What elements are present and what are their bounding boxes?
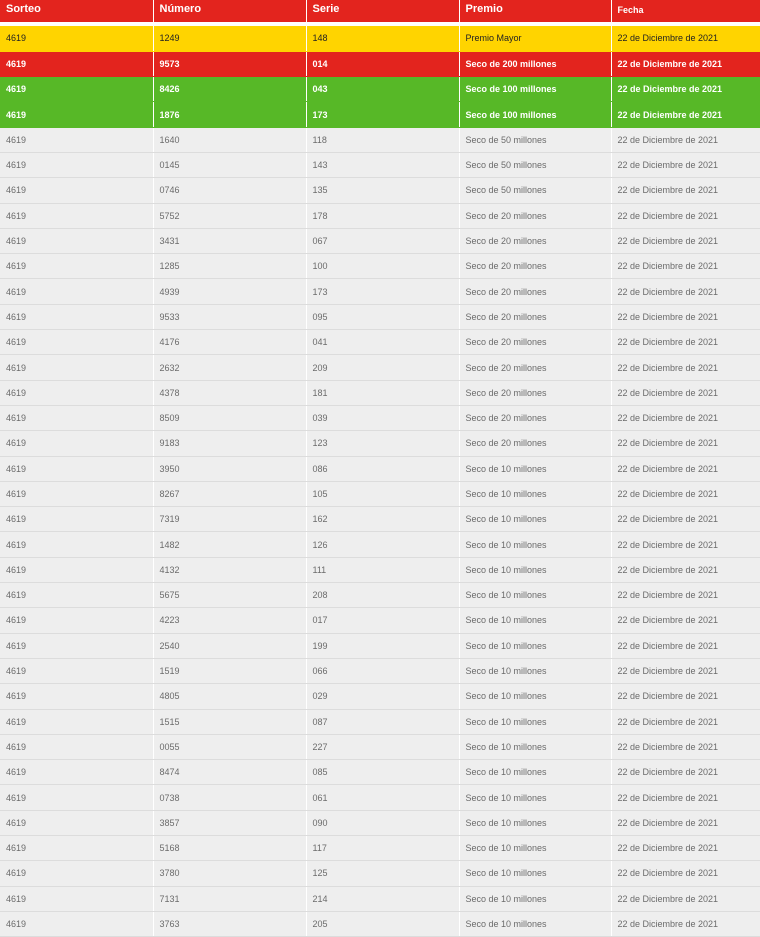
cell-sorteo: 4619 xyxy=(0,532,153,557)
cell-premio: Seco de 10 millones xyxy=(459,886,611,911)
cell-sorteo: 4619 xyxy=(0,304,153,329)
cell-sorteo: 4619 xyxy=(0,633,153,658)
table-row xyxy=(0,785,760,810)
table-row xyxy=(0,886,760,911)
cell-sorteo: 4619 xyxy=(0,127,153,152)
cell-fecha: 22 de Diciembre de 2021 xyxy=(611,330,760,355)
cell-premio: Premio Mayor xyxy=(459,26,611,51)
cell-serie: 126 xyxy=(306,532,459,557)
table-body xyxy=(0,22,760,937)
cell-premio: Seco de 10 millones xyxy=(459,785,611,810)
cell-serie: 208 xyxy=(306,583,459,608)
cell-serie: 111 xyxy=(306,557,459,582)
table-row xyxy=(0,431,760,456)
table-row xyxy=(0,608,760,633)
cell-fecha: 22 de Diciembre de 2021 xyxy=(611,127,760,152)
cell-serie: 125 xyxy=(306,861,459,886)
cell-serie: 067 xyxy=(306,228,459,253)
cell-sorteo: 4619 xyxy=(0,102,153,127)
cell-serie: 087 xyxy=(306,709,459,734)
cell-numero: 0055 xyxy=(153,734,306,759)
cell-fecha: 22 de Diciembre de 2021 xyxy=(611,279,760,304)
cell-premio: Seco de 10 millones xyxy=(459,481,611,506)
cell-sorteo: 4619 xyxy=(0,279,153,304)
cell-serie: 209 xyxy=(306,355,459,380)
cell-fecha: 22 de Diciembre de 2021 xyxy=(611,254,760,279)
cell-premio: Seco de 20 millones xyxy=(459,380,611,405)
cell-sorteo: 4619 xyxy=(0,886,153,911)
cell-numero: 1285 xyxy=(153,254,306,279)
cell-fecha: 22 de Diciembre de 2021 xyxy=(611,431,760,456)
cell-fecha: 22 de Diciembre de 2021 xyxy=(611,633,760,658)
cell-premio: Seco de 20 millones xyxy=(459,254,611,279)
cell-numero: 4378 xyxy=(153,380,306,405)
cell-numero: 1519 xyxy=(153,658,306,683)
cell-premio: Seco de 10 millones xyxy=(459,507,611,532)
cell-premio: Seco de 10 millones xyxy=(459,684,611,709)
cell-serie: 181 xyxy=(306,380,459,405)
cell-fecha: 22 de Diciembre de 2021 xyxy=(611,684,760,709)
cell-numero: 3857 xyxy=(153,810,306,835)
cell-premio: Seco de 50 millones xyxy=(459,152,611,177)
table-row xyxy=(0,405,760,430)
cell-serie: 173 xyxy=(306,279,459,304)
table-row xyxy=(0,26,760,51)
cell-fecha: 22 de Diciembre de 2021 xyxy=(611,911,760,936)
table-row xyxy=(0,304,760,329)
cell-sorteo: 4619 xyxy=(0,330,153,355)
cell-fecha: 22 de Diciembre de 2021 xyxy=(611,785,760,810)
table-row xyxy=(0,330,760,355)
cell-fecha: 22 de Diciembre de 2021 xyxy=(611,203,760,228)
cell-fecha: 22 de Diciembre de 2021 xyxy=(611,557,760,582)
cell-numero: 4176 xyxy=(153,330,306,355)
cell-fecha: 22 de Diciembre de 2021 xyxy=(611,405,760,430)
cell-numero: 0738 xyxy=(153,785,306,810)
cell-numero: 4805 xyxy=(153,684,306,709)
table-row xyxy=(0,836,760,861)
cell-premio: Seco de 10 millones xyxy=(459,836,611,861)
cell-fecha: 22 de Diciembre de 2021 xyxy=(611,102,760,127)
table-row xyxy=(0,709,760,734)
cell-premio: Seco de 10 millones xyxy=(459,608,611,633)
cell-numero: 3763 xyxy=(153,911,306,936)
table-row xyxy=(0,810,760,835)
cell-serie: 117 xyxy=(306,836,459,861)
cell-serie: 061 xyxy=(306,785,459,810)
cell-premio: Seco de 50 millones xyxy=(459,127,611,152)
cell-fecha: 22 de Diciembre de 2021 xyxy=(611,810,760,835)
cell-serie: 227 xyxy=(306,734,459,759)
cell-serie: 143 xyxy=(306,152,459,177)
col-header-premio: Premio xyxy=(459,0,611,22)
cell-fecha: 22 de Diciembre de 2021 xyxy=(611,304,760,329)
cell-sorteo: 4619 xyxy=(0,456,153,481)
cell-premio: Seco de 10 millones xyxy=(459,810,611,835)
cell-sorteo: 4619 xyxy=(0,254,153,279)
cell-sorteo: 4619 xyxy=(0,228,153,253)
cell-serie: 162 xyxy=(306,507,459,532)
cell-sorteo: 4619 xyxy=(0,178,153,203)
table-row xyxy=(0,102,760,127)
cell-premio: Seco de 20 millones xyxy=(459,203,611,228)
cell-serie: 041 xyxy=(306,330,459,355)
cell-sorteo: 4619 xyxy=(0,557,153,582)
cell-sorteo: 4619 xyxy=(0,583,153,608)
cell-sorteo: 4619 xyxy=(0,481,153,506)
cell-fecha: 22 de Diciembre de 2021 xyxy=(611,178,760,203)
table-row xyxy=(0,911,760,936)
cell-serie: 214 xyxy=(306,886,459,911)
table-row xyxy=(0,254,760,279)
table-row xyxy=(0,734,760,759)
cell-fecha: 22 de Diciembre de 2021 xyxy=(611,51,760,76)
cell-fecha: 22 de Diciembre de 2021 xyxy=(611,760,760,785)
cell-premio: Seco de 10 millones xyxy=(459,760,611,785)
cell-fecha: 22 de Diciembre de 2021 xyxy=(611,26,760,51)
cell-sorteo: 4619 xyxy=(0,405,153,430)
cell-numero: 5675 xyxy=(153,583,306,608)
cell-serie: 066 xyxy=(306,658,459,683)
cell-serie: 017 xyxy=(306,608,459,633)
cell-numero: 5168 xyxy=(153,836,306,861)
cell-premio: Seco de 10 millones xyxy=(459,658,611,683)
cell-sorteo: 4619 xyxy=(0,608,153,633)
cell-premio: Seco de 10 millones xyxy=(459,456,611,481)
cell-fecha: 22 de Diciembre de 2021 xyxy=(611,709,760,734)
cell-sorteo: 4619 xyxy=(0,77,153,102)
cell-premio: Seco de 10 millones xyxy=(459,557,611,582)
cell-numero: 8474 xyxy=(153,760,306,785)
cell-sorteo: 4619 xyxy=(0,431,153,456)
cell-numero: 0746 xyxy=(153,178,306,203)
table-row xyxy=(0,178,760,203)
cell-fecha: 22 de Diciembre de 2021 xyxy=(611,380,760,405)
cell-fecha: 22 de Diciembre de 2021 xyxy=(611,77,760,102)
cell-fecha: 22 de Diciembre de 2021 xyxy=(611,507,760,532)
col-header-sorteo: Sorteo xyxy=(0,0,153,22)
cell-serie: 090 xyxy=(306,810,459,835)
cell-premio: Seco de 20 millones xyxy=(459,355,611,380)
table-row xyxy=(0,279,760,304)
table-row xyxy=(0,684,760,709)
table-row xyxy=(0,380,760,405)
cell-serie: 123 xyxy=(306,431,459,456)
cell-numero: 0145 xyxy=(153,152,306,177)
cell-premio: Seco de 20 millones xyxy=(459,405,611,430)
cell-serie: 100 xyxy=(306,254,459,279)
cell-numero: 9183 xyxy=(153,431,306,456)
cell-fecha: 22 de Diciembre de 2021 xyxy=(611,532,760,557)
table-row xyxy=(0,77,760,102)
table-row xyxy=(0,203,760,228)
cell-serie: 135 xyxy=(306,178,459,203)
table-row xyxy=(0,127,760,152)
cell-numero: 7319 xyxy=(153,507,306,532)
table-row xyxy=(0,51,760,76)
col-header-numero: Número xyxy=(153,0,306,22)
table-row xyxy=(0,228,760,253)
cell-numero: 3950 xyxy=(153,456,306,481)
cell-numero: 9573 xyxy=(153,51,306,76)
cell-serie: 199 xyxy=(306,633,459,658)
table-row xyxy=(0,658,760,683)
cell-serie: 029 xyxy=(306,684,459,709)
table-row xyxy=(0,456,760,481)
cell-serie: 043 xyxy=(306,77,459,102)
cell-numero: 4132 xyxy=(153,557,306,582)
cell-sorteo: 4619 xyxy=(0,658,153,683)
cell-serie: 095 xyxy=(306,304,459,329)
table-row xyxy=(0,152,760,177)
cell-sorteo: 4619 xyxy=(0,709,153,734)
cell-serie: 014 xyxy=(306,51,459,76)
table-row xyxy=(0,557,760,582)
cell-numero: 1640 xyxy=(153,127,306,152)
cell-premio: Seco de 20 millones xyxy=(459,279,611,304)
cell-premio: Seco de 10 millones xyxy=(459,532,611,557)
cell-serie: 039 xyxy=(306,405,459,430)
cell-fecha: 22 de Diciembre de 2021 xyxy=(611,228,760,253)
table-row xyxy=(0,861,760,886)
cell-fecha: 22 de Diciembre de 2021 xyxy=(611,836,760,861)
cell-premio: Seco de 100 millones xyxy=(459,77,611,102)
cell-premio: Seco de 10 millones xyxy=(459,633,611,658)
cell-sorteo: 4619 xyxy=(0,152,153,177)
cell-numero: 2540 xyxy=(153,633,306,658)
table-header xyxy=(0,0,760,22)
col-header-serie: Serie xyxy=(306,0,459,22)
cell-fecha: 22 de Diciembre de 2021 xyxy=(611,886,760,911)
cell-sorteo: 4619 xyxy=(0,836,153,861)
cell-sorteo: 4619 xyxy=(0,51,153,76)
cell-numero: 8267 xyxy=(153,481,306,506)
cell-premio: Seco de 10 millones xyxy=(459,911,611,936)
cell-serie: 205 xyxy=(306,911,459,936)
cell-premio: Seco de 100 millones xyxy=(459,102,611,127)
cell-premio: Seco de 50 millones xyxy=(459,178,611,203)
cell-fecha: 22 de Diciembre de 2021 xyxy=(611,608,760,633)
cell-fecha: 22 de Diciembre de 2021 xyxy=(611,481,760,506)
cell-fecha: 22 de Diciembre de 2021 xyxy=(611,861,760,886)
cell-sorteo: 4619 xyxy=(0,355,153,380)
cell-serie: 086 xyxy=(306,456,459,481)
table-row xyxy=(0,532,760,557)
cell-serie: 148 xyxy=(306,26,459,51)
cell-serie: 085 xyxy=(306,760,459,785)
cell-numero: 4223 xyxy=(153,608,306,633)
cell-premio: Seco de 10 millones xyxy=(459,583,611,608)
cell-premio: Seco de 10 millones xyxy=(459,734,611,759)
cell-sorteo: 4619 xyxy=(0,684,153,709)
cell-serie: 178 xyxy=(306,203,459,228)
cell-fecha: 22 de Diciembre de 2021 xyxy=(611,152,760,177)
cell-fecha: 22 de Diciembre de 2021 xyxy=(611,583,760,608)
cell-fecha: 22 de Diciembre de 2021 xyxy=(611,734,760,759)
cell-fecha: 22 de Diciembre de 2021 xyxy=(611,456,760,481)
table-row xyxy=(0,355,760,380)
cell-premio: Seco de 20 millones xyxy=(459,304,611,329)
cell-sorteo: 4619 xyxy=(0,203,153,228)
cell-numero: 2632 xyxy=(153,355,306,380)
cell-serie: 105 xyxy=(306,481,459,506)
cell-numero: 3780 xyxy=(153,861,306,886)
table-row xyxy=(0,633,760,658)
cell-premio: Seco de 10 millones xyxy=(459,861,611,886)
col-header-fecha: Fecha xyxy=(611,0,760,22)
cell-premio: Seco de 20 millones xyxy=(459,228,611,253)
cell-premio: Seco de 20 millones xyxy=(459,330,611,355)
cell-fecha: 22 de Diciembre de 2021 xyxy=(611,355,760,380)
cell-fecha: 22 de Diciembre de 2021 xyxy=(611,658,760,683)
cell-premio: Seco de 20 millones xyxy=(459,431,611,456)
cell-numero: 1876 xyxy=(153,102,306,127)
cell-premio: Seco de 10 millones xyxy=(459,709,611,734)
cell-sorteo: 4619 xyxy=(0,861,153,886)
table-row xyxy=(0,583,760,608)
cell-numero: 9533 xyxy=(153,304,306,329)
cell-serie: 118 xyxy=(306,127,459,152)
cell-sorteo: 4619 xyxy=(0,507,153,532)
cell-numero: 7131 xyxy=(153,886,306,911)
cell-numero: 1482 xyxy=(153,532,306,557)
cell-numero: 4939 xyxy=(153,279,306,304)
cell-sorteo: 4619 xyxy=(0,911,153,936)
cell-numero: 3431 xyxy=(153,228,306,253)
cell-numero: 8426 xyxy=(153,77,306,102)
table-row xyxy=(0,481,760,506)
table-row xyxy=(0,507,760,532)
cell-sorteo: 4619 xyxy=(0,810,153,835)
cell-sorteo: 4619 xyxy=(0,380,153,405)
cell-numero: 5752 xyxy=(153,203,306,228)
cell-premio: Seco de 200 millones xyxy=(459,51,611,76)
cell-serie: 173 xyxy=(306,102,459,127)
cell-sorteo: 4619 xyxy=(0,26,153,51)
cell-numero: 1515 xyxy=(153,709,306,734)
table-row xyxy=(0,760,760,785)
cell-sorteo: 4619 xyxy=(0,734,153,759)
cell-numero: 8509 xyxy=(153,405,306,430)
cell-numero: 1249 xyxy=(153,26,306,51)
cell-sorteo: 4619 xyxy=(0,785,153,810)
cell-sorteo: 4619 xyxy=(0,760,153,785)
